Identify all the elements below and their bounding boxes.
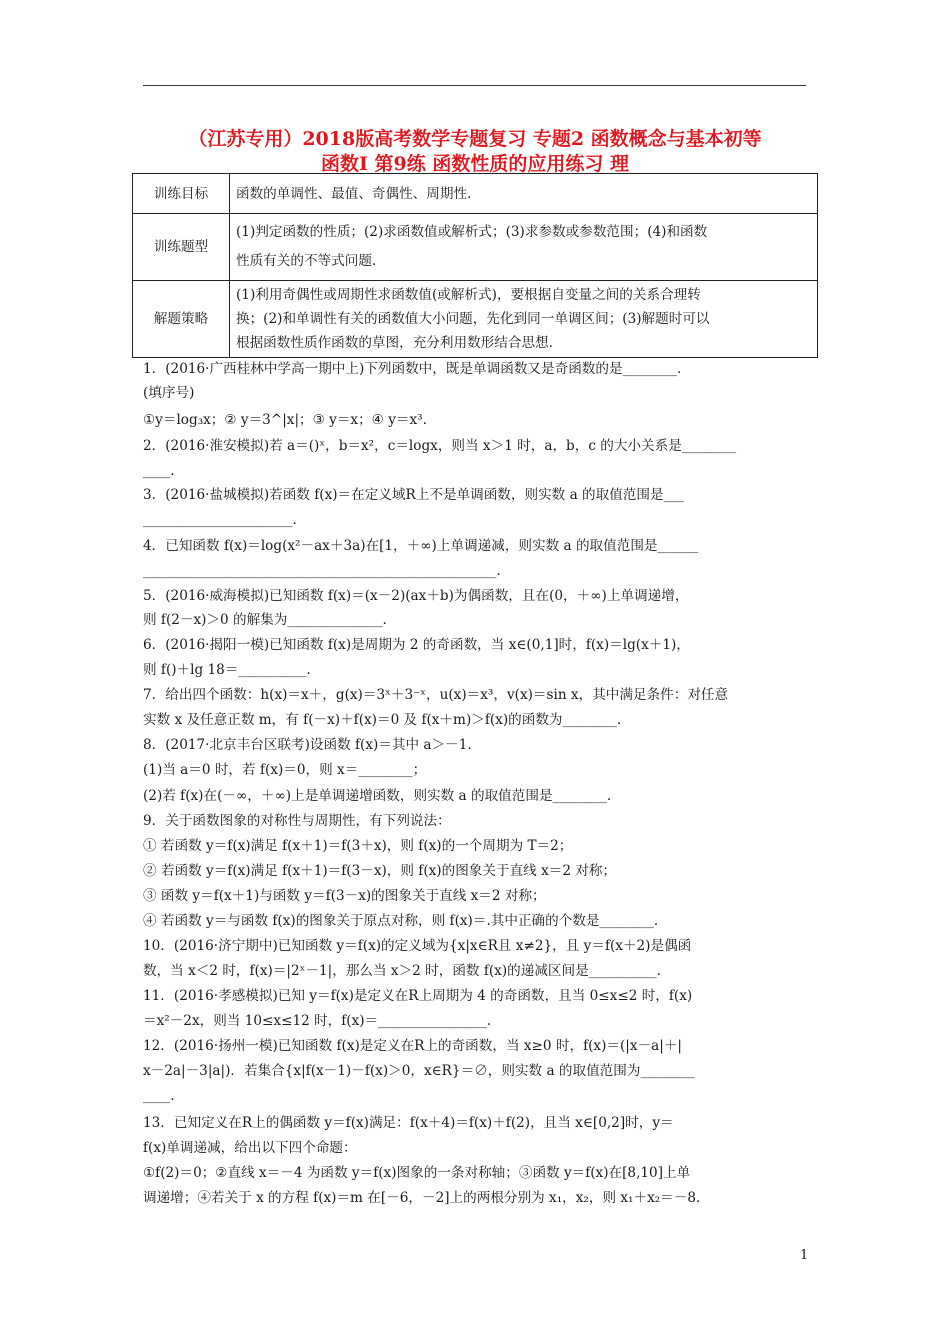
question-line: ____. — [143, 463, 175, 479]
table-value — [230, 281, 818, 358]
question-line: ③ 函数 y＝f(x＋1)与函数 y＝f(3－x)的图象关于直线 x＝2 对称； — [143, 888, 546, 904]
question-line: 1．(2016·广西桂林中学高一期中上)下列函数中，既是单调函数又是奇函数的是________. — [143, 361, 682, 377]
question-line: 7．给出四个函数：h(x)＝x＋，g(x)＝3ˣ＋3⁻ˣ，u(x)＝x³，v(x)＝sin x，其中满足条件：对任意 — [143, 687, 729, 703]
table-value-line: 性质有关的不等式问题. — [236, 253, 377, 269]
table-value-line: 换；(2)和单调性有关的函数值大小问题，先化到同一单调区间；(3)解题时可以 — [236, 311, 710, 327]
question-line: 9．关于函数图象的对称性与周期性，有下列说法： — [143, 813, 451, 829]
table-value-line: (1)判定函数的性质；(2)求函数值或解析式；(3)求参数或参数范围；(4)和函数 — [236, 224, 708, 240]
question-line: ①y＝log₃x；② y＝3^|x|；③ y＝x；④ y＝x³. — [143, 412, 427, 428]
page-number: 1 — [800, 1248, 809, 1263]
question-line: 8．(2017·北京丰台区联考)设函数 f(x)＝其中 a＞－1. — [143, 737, 472, 753]
table-row — [133, 281, 818, 358]
table-key: 训练题型 — [133, 214, 230, 281]
question-line: (填序号) — [143, 385, 195, 401]
question-line: 13．已知定义在R上的偶函数 y＝f(x)满足：f(x＋4)＝f(x)＋f(2)，且当 x∈[0,2]时，y＝ — [143, 1115, 674, 1131]
table-value — [230, 174, 818, 214]
question-line: 2．(2016·淮安模拟)若 a＝()ˣ，b＝x²，c＝logx，则当 x＞1 时，a，b，c 的大小关系是________ — [143, 438, 737, 454]
question-line: ____________________________________________________. — [143, 563, 501, 579]
question-line: 5．(2016·威海模拟)已知函数 f(x)＝(x－2)(ax＋b)为偶函数，且在(0，＋∞)上单调递增， — [143, 588, 689, 604]
question-line: ______________________. — [143, 512, 297, 528]
question-line: ④ 若函数 y＝与函数 f(x)的图象关于原点对称，则 f(x)＝.其中正确的个数是________. — [143, 913, 659, 929]
table-value-line: 函数的单调性、最值、奇偶性、周期性. — [236, 185, 472, 202]
title-line-2: 函数Ⅰ 第9练 函数性质的应用练习 理 — [321, 153, 629, 175]
question-line: x－2a|－3|a|)．若集合{x|f(x－1)－f(x)＞0，x∈R}＝∅，则实数 a 的取值范围为________ — [143, 1063, 695, 1079]
question-line: 10．(2016·济宁期中)已知函数 y＝f(x)的定义域为{x|x∈R且 x≠2}，且 y＝f(x＋2)是偶函 — [143, 938, 692, 954]
table-value — [230, 214, 818, 281]
question-line: (1)当 a＝0 时，若 f(x)＝0，则 x＝________； — [143, 762, 427, 778]
table-value-line: (1)利用奇偶性或周期性求函数值(或解析式)，要根据自变量之间的关系合理转 — [236, 287, 701, 303]
question-line: 数，当 x＜2 时，f(x)＝|2ˣ－1|，那么当 x＞2 时，函数 f(x)的递减区间是__________. — [143, 963, 662, 979]
table-key: 训练目标 — [133, 174, 230, 214]
table-row — [133, 174, 818, 214]
question-line: 则 f()＋lg 18＝__________. — [143, 662, 311, 678]
question-line: ① 若函数 y＝f(x)满足 f(x＋1)＝f(3＋x)，则 f(x)的一个周期为 T＝2； — [143, 838, 573, 854]
question-line: ____. — [143, 1088, 175, 1104]
training-info-table — [132, 173, 818, 358]
title-line-1: （江苏专用）2018版高考数学专题复习 专题2 函数概念与基本初等 — [188, 128, 762, 150]
question-line: 则 f(2－x)＞0 的解集为______________. — [143, 612, 387, 628]
header-rule — [143, 85, 806, 86]
question-line: 3．(2016·盐城模拟)若函数 f(x)＝在定义域R上不是单调函数，则实数 a 的取值范围是___ — [143, 487, 684, 503]
question-line: ＝x²－2x，则当 10≤x≤12 时，f(x)＝________________. — [143, 1013, 492, 1029]
question-line: 调递增；④若关于 x 的方程 f(x)＝m 在[－6，－2]上的两根分别为 x₁，x₂，则 x₁＋x₂＝－8. — [143, 1190, 701, 1206]
question-line: 12．(2016·扬州一模)已知函数 f(x)是定义在R上的奇函数，当 x≥0 时，f(x)＝(|x－a|＋| — [143, 1038, 682, 1054]
question-line: ①f(2)＝0；②直线 x＝－4 为函数 y＝f(x)图象的一条对称轴；③函数 y＝f(x)在[8,10]上单 — [143, 1165, 691, 1181]
question-line: 6．(2016·揭阳一模)已知函数 f(x)是周期为 2 的奇函数，当 x∈(0,1]时，f(x)＝lg(x＋1)， — [143, 637, 690, 653]
table-row — [133, 214, 818, 281]
question-line: 实数 x 及任意正数 m，有 f(－x)＋f(x)＝0 及 f(x＋m)＞f(x)的函数为________. — [143, 712, 622, 728]
question-line: (2)若 f(x)在(－∞，＋∞)上是单调递增函数，则实数 a 的取值范围是________. — [143, 788, 612, 804]
question-line: ② 若函数 y＝f(x)满足 f(x＋1)＝f(3－x)，则 f(x)的图象关于直线 x＝2 对称； — [143, 863, 617, 879]
question-line: 11．(2016·孝感模拟)已知 y＝f(x)是定义在R上周期为 4 的奇函数，且当 0≤x≤2 时，f(x) — [143, 988, 693, 1004]
question-line: f(x)单调递减，给出以下四个命题： — [143, 1140, 357, 1156]
table-key: 解题策略 — [133, 281, 230, 358]
table-value-line: 根据函数性质作函数的草图，充分利用数形结合思想. — [236, 335, 553, 351]
question-line: 4．已知函数 f(x)＝log(x²－ax＋3a)在[1，＋∞)上单调递减，则实数 a 的取值范围是______ — [143, 538, 699, 554]
